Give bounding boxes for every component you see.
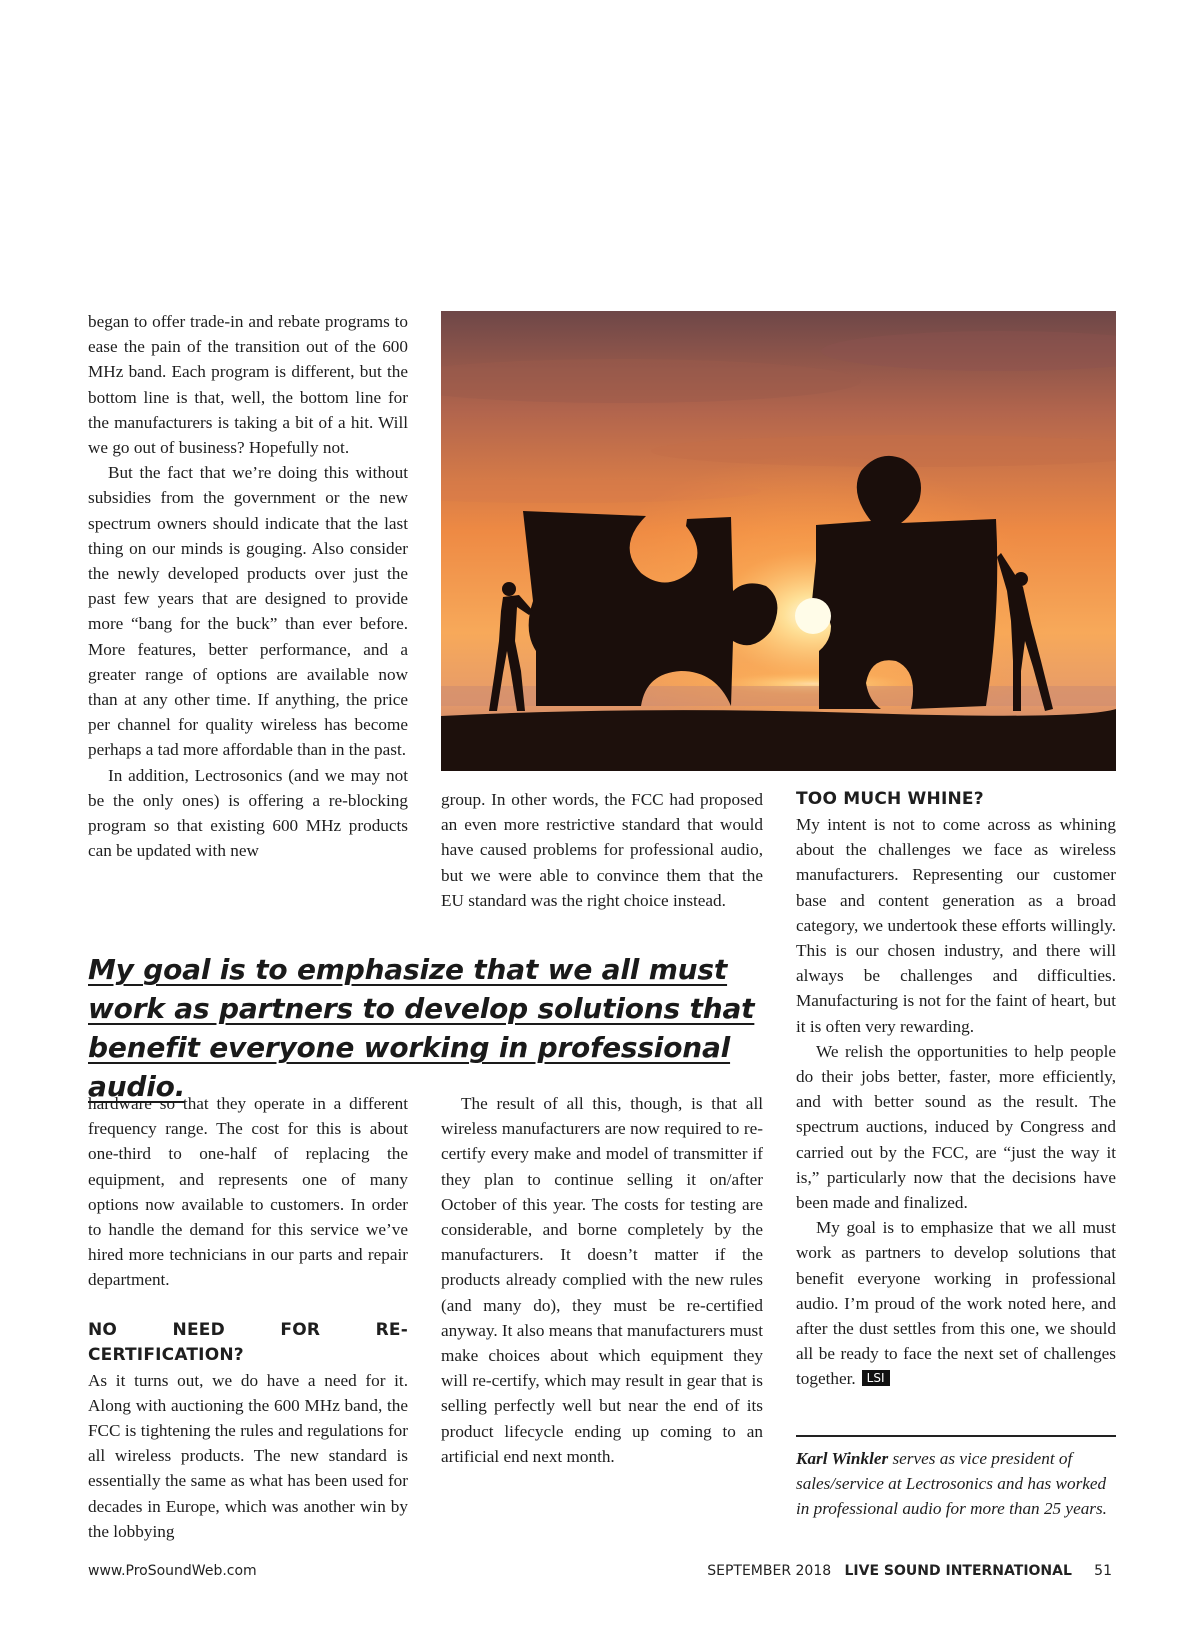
lsi-end-mark: LSI	[862, 1370, 890, 1386]
body-paragraph: My intent is not to come across as whining about the challenges we face as wireless manufacturers. Representing our customer base and content generation as a broad category, we undertook these efforts willingly. This is our chosen industry, and there will always be challenges and difficulties. Manufacturing is not for the faint of heart, but it is often very rewarding.	[796, 815, 1116, 1036]
column-2-bottom	[441, 1091, 763, 1469]
closing-paragraph-text: My goal is to emphasize that we all must work as partners to develop solutions that benefit everyone working in professional audio. I’m proud of the work noted here, and after the dust settles from this one, we should all be ready to face the next set of challenges together.	[796, 1218, 1116, 1389]
footer-page-number: 51	[1094, 1563, 1112, 1579]
body-paragraph	[796, 1215, 1116, 1391]
author-bio-text: serves as vice president of sales/service at Lectrosonics and has worked in professional audio for more than 25 years.	[796, 1449, 1107, 1519]
body-paragraph: hardware so that they operate in a different frequency range. The cost for this is about one-third to one-half of replacing the equipment, and represents one of many options now available to customers. In order to handle the demand for this service we’ve hired more technicians in our parts and repair department.	[88, 1094, 408, 1290]
footer-issue-info	[707, 1563, 1112, 1579]
column-2-top	[441, 787, 763, 913]
bio-divider	[796, 1435, 1116, 1437]
body-paragraph: group. In other words, the FCC had proposed an even more restrictive standard that would have caused problems for professional audio, but we were able to convince them that the EU standard was the right choice instead.	[441, 790, 763, 910]
body-paragraph: The result of all this, though, is that all wireless manufacturers are now required to re-certify every make and model of transmitter if they plan to continue selling it on/after October of this year. The costs for testing are considerable, and borne completely by the manufacturers. It doesn’t matter if the products already complied with the new rules (and many do), they must be re-certified anyway. It also means that manufacturers must make choices about which equipment they will re-certify, which may result in gear that is selling perfectly well but near the end of its product lifecycle ending up coming to an artificial end next month.	[441, 1094, 764, 1466]
column-1-top	[88, 309, 408, 863]
author-name: Karl Winkler	[796, 1449, 889, 1468]
body-paragraph: We relish the opportunities to help people do their jobs better, faster, more efficiently, and with better sound as the result. The spectrum auctions, induced by Congress and carried out by the FCC, are “just the way it is,” particularly now that the decisions have been made and finalized.	[796, 1041, 1116, 1213]
puzzle-silhouette-illustration	[441, 311, 1116, 771]
body-paragraph: began to offer trade-in and rebate programs to ease the pain of the transition out of the 600 MHz band. Each program is different, but the bottom line is that, well, the bottom line for the manufacturers is taking a bit of a hit. Will we go out of business? Hopefully not.	[88, 312, 408, 458]
body-paragraph: But the fact that we’re doing this without subsidies from the government or the new spectrum owners should indicate that the last thing on our minds is gouging. Also consider the newly developed products over just the past few years that are designed to provide more “bang for the buck” than ever before. More features, better performance, and a greater range of options are available now than at any other time. If anything, the price per channel for quality wireless has become perhaps a tad more affordable than in the past.	[88, 463, 408, 760]
pull-quote: My goal is to emphasize that we all must work as partners to develop solutions that benefit everyone working in professional audio.	[88, 953, 755, 1103]
author-bio	[796, 1446, 1116, 1522]
body-paragraph: In addition, Lectrosonics (and we may not be the only ones) is offering a re-blocking program so that existing 600 MHz products can be updated with new	[88, 765, 408, 861]
section-heading: TOO MUCH WHINE?	[796, 789, 984, 809]
footer-website[interactable]: www.ProSoundWeb.com	[88, 1563, 257, 1579]
section-heading: NO NEED FOR RE-CERTIFICATION?	[88, 1319, 408, 1365]
column-1-bottom	[88, 1091, 408, 1544]
column-3	[796, 787, 1116, 1392]
footer-issue-date: SEPTEMBER 2018	[707, 1563, 832, 1579]
footer-magazine-name: LIVE SOUND INTERNATIONAL	[844, 1563, 1072, 1579]
puzzle-sunset-photo	[441, 311, 1116, 771]
body-paragraph: As it turns out, we do have a need for it. Along with auctioning the 600 MHz band, the FCC is tightening the rules and regulations for all wireless products. The new standard is essentially the same as what has been used for decades in Europe, which was another win by the lobbying	[88, 1370, 408, 1541]
